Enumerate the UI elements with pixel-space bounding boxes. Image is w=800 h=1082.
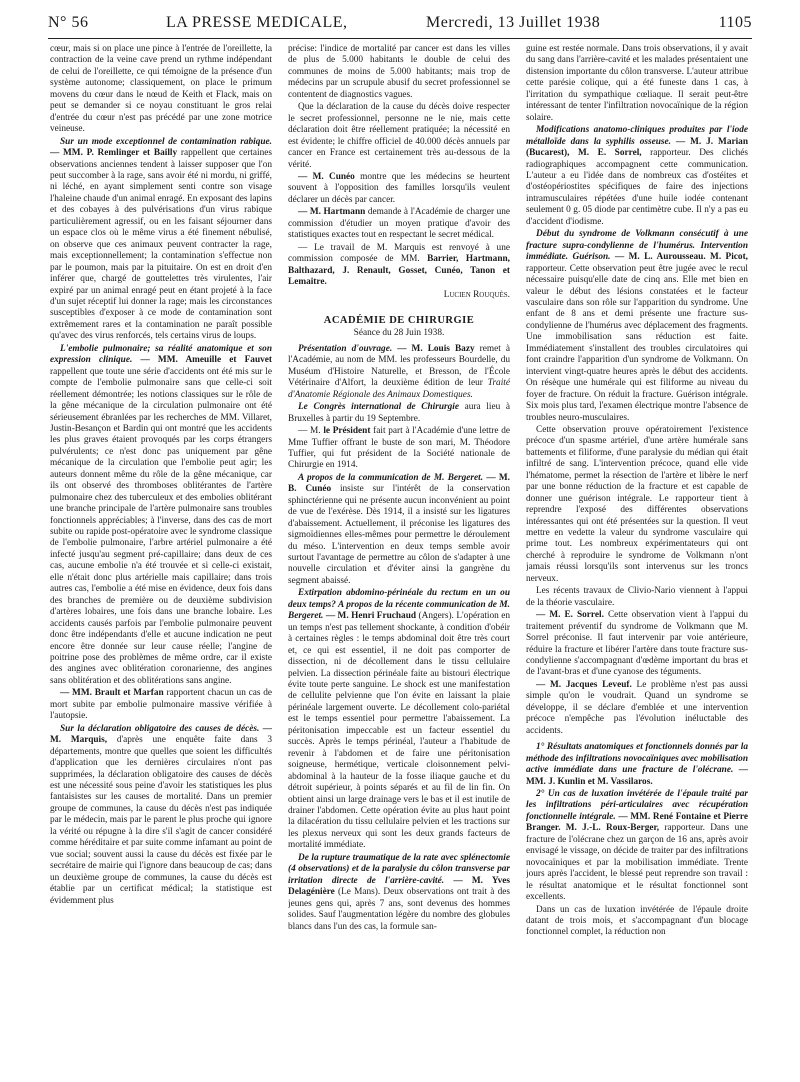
article-authors: — M. Marquis, <box>50 723 272 746</box>
article-modifications <box>526 125 748 228</box>
article-text: montre que les médecins se heurtent souvent à l'opposition des familles lorsqu'ils veulent déclarer un décès par cancer. <box>288 171 510 205</box>
article-text: insiste sur l'intérêt de la conservation sphinctérienne qui ne présente aucun inconvénient au point de vue de l'exérèse. Dès 1914, il a insisté sur les ligatures d'abaissement. Actuellement, il préconise les ligatures des sigmoïdiennes elles-mêmes pour permettre le déroulement du méso. L'intervention en deux temps semble avoir surtout l'avantage de permettre au côlon de s'adapter à une nouvelle circulation et d'éviter ainsi la gangrène du segment abaissé. <box>288 484 510 586</box>
article-text: rapporteur. Des clichés radiographiques accompagnent cette communication. L'auteur a eu l'idée dans de nombreux cas d'ostéites et d'ostéopériostites spécifiques de faire des injections intramusculaires répétées d'une huile iodée contenant seulement 0 g. 05 diode par centimètre cube. Il n'y a pas eu d'accident d'iodisme. <box>526 148 748 227</box>
paragraph <box>50 44 272 136</box>
article-sorrel <box>526 610 748 679</box>
article-title: Début du syndrome de Volkmann consécutif à une fracture supra-condylienne de l'humérus. Intervention immédiate. Guérison. <box>526 229 748 263</box>
article-authors: — MM. P. Remlinger et Bailly <box>50 148 178 159</box>
article-leveuf <box>526 680 748 737</box>
article-authors: — M. Yves Delagénière <box>288 875 510 898</box>
article-congres <box>288 402 510 425</box>
issue-date: Mercredi, 13 Juillet 1938 <box>426 14 601 31</box>
article-text: remet à l'Académie, au nom de MM. les professeurs Bourdelle, du Muséum d'Histoire Naturelle, et Bresson, de l'École Vétérinaire d'Alfort, la deuxième édition de leur <box>288 343 510 389</box>
paragraph-text: Dans un cas de luxation invétérée de l'épaule droite datant de trois mois, et s'accompagnant d'un blocage fonctionnel complet, la réduction non <box>526 904 748 938</box>
paragraph-text: guine est restée normale. Dans trois observations, il y avait du sang dans l'arrière-cavité et les malades présentaient une distension importante du côlon transverse. L'auteur attribue cette parésie colique, qui a été funeste dans 1 cas, à l'irritation du sympathique cœliaque. Il serait peut-être intéressant de tenter l'infiltration novocaïnique de la région solaire. <box>526 44 748 123</box>
article-renvoi <box>288 243 510 289</box>
article-extirpation <box>288 588 510 851</box>
article-title: 2° Un cas de luxation invétérée de l'épaule traité par les infiltrations péri-articulaires avec récupération fonctionnelle intégrale. <box>526 789 748 822</box>
column-left <box>50 44 272 1074</box>
article-authors: — M. E. Sorrel. <box>536 610 604 621</box>
article-text: demande à l'Académie de charger une commission d'étudier un moyen pratique d'avoir des statistiques exactes tout en respectant le secret médical. <box>288 207 510 241</box>
article-text: fait part à l'Académie d'une lettre de Mme Tuffier offrant le buste de son mari, M. Théodore Tuffier, qui fut président de la Société nationale de Chirurgie en 1914. <box>288 426 510 471</box>
article-title: 1° Résultats anatomiques et fonctionnels donnés par la méthode des infiltrations novocaïniques avec mobilisation active immédiate dans une fracture de l'olécrane. <box>526 742 748 776</box>
article-text: — M. <box>298 426 324 437</box>
paragraph-text: Cette observation prouve opératoirement l'existence précoce d'un spasme artériel, d'une artère humérale sans battements et filiforme, d'une paralysie du médian qui était infiltré de sang. L'intervention précoce, quand elle vide l'hématome, permet la résection de l'artère et libère le nerf par une bonne réduction de la fracture et est capable de donner une guérison intégrale. Le rapporteur tient à reprendre l'exposé des différentes observations intéressantes qui ont été présentées sur la question. Il veut mettre en vedette la valeur du syndrome vasculaire qui prime tout. Les nombreux expérimentateurs qui ont cherché à reproduire le syndrome de Volkmann n'ont jamais réussi lorsqu'ils sont intervenus sur les troncs nerveux. <box>526 424 748 584</box>
article-title: Sur la déclaration obligatoire des causes de décès. <box>60 723 260 734</box>
article-title: Le Congrès international de Chirurgie <box>298 402 460 413</box>
article-title: Modifications anatomo-cliniques produites par l'iode métalloïde dans la syphilis osseuse. <box>526 125 748 147</box>
article-text: — Le travail de M. Marquis est renvoyé à une commission composée de MM. <box>288 242 510 265</box>
article-title: De la rupture traumatique de la rate avec splénectomie (4 observations) et de la paralysie du côlon transverse par irritation directe de l'arrière-cavité. <box>288 852 510 886</box>
article-resultats <box>526 742 748 788</box>
session-date: Séance du 28 Juin 1938. <box>353 328 445 339</box>
article-authors: le Président <box>323 426 371 437</box>
paragraph <box>526 425 748 585</box>
article-text: (Le Mans). Deux observations ont trait à des jeunes gens qui, après 7 ans, sont devenus des hommes solides. Sauf l'augmentation légère du nombre des globules blancs dans l'un des cas, la formule san- <box>288 887 510 932</box>
paragraph <box>526 905 748 939</box>
signature: Lucien Rouquès. <box>443 289 510 300</box>
article-bergeret <box>288 473 510 588</box>
article-title: L'embolie pulmonaire; sa réalité anatomique et son expression clinique. <box>50 343 272 366</box>
article-text: rappellent que toute une série d'accidents ont été mis sur le compte de l'embolie pulmonaire sans que celle-ci soit réellement démontrée; les notions classiques sur le rôle de la gêne mécanique de la circulation pulmonaire ont été sérieusement ébranlées par les recherches de MM. Villaret, Justin-Besançon et Bardin qui ont montré que les accidents les plus graves étaient provoqués par les corps étrangers pulvérulents; ce n'est donc pas uniquement par gêne mécanique de la circulation que l'embolie peut agir; les auteurs donnent même du rôle de la gêne mécanique, car ils ont observé des thromboses oblitérantes de l'artère pulmonaire chez des tuberculeux et des embolies oblitérant une branche principale de l'artère pulmonaire sans troubles fonctionnels appréciables; à l'inverse, dans des cas de mort subite ou rapide post-opératoire avec le syndrome classique de l'embolie pulmonaire, l'arbre artériel pulmonaire a été infecté jusqu'au segment pré-capillaire; dans deux de ces cas, aucune embolie n'a été trouvée et si celle-ci existait, elle n'était donc plus artérielle mais capillaire; dans trois autres cas, l'embolie a été mise en évidence, deux fois dans des branches de première ou de deuxième subdivision d'artères lobaires, une fois dans une branche lobaire. Les accidents causés parfois par l'embolie pulmonaire peuvent donc être indépendants d'elle et aucune indication ne peut encore être donnée sur leur cause réelle; l'angine de poitrine pose des problèmes de même ordre, car il existe des angines avec oblitération coronarienne, des angines sans oblitération et des oblitérations sans angine. <box>50 366 272 686</box>
article-authors: — MM. Ameuille et Fauvet <box>132 355 272 366</box>
section-title: ACADÉMIE DE CHIRURGIE <box>323 314 475 326</box>
article-volkmann <box>526 229 748 424</box>
article-declaration <box>50 724 272 907</box>
paragraph <box>526 586 748 609</box>
article-text: Cette observation vient à l'appui du traitement préventif du syndrome de Volkmann que M. Sorrel préconise. Il faut intervenir par voie antérieure, réduire la fracture et libérer l'artère dans toute fracture sus-condylienne s'accompagnant d'œdème important du bras et de l'avant-bras et d'une cyanose des téguments. <box>526 610 748 678</box>
article-text: rapporteur. Cette observation peut être jugée avec le recul nécessaire puisqu'elle date de cinq ans. Elle met bien en valeur le début des lésions constatées et le facteur vasculaire dans son rôle sur l'apparition du syndrome. Une enfant de 8 ans et demi présente une fracture sus-condylienne de l'humérus avec déplacement des fragments. Une immobilisation sans réduction est faite. Immédiatement s'installent des troubles circulatoires qui font craindre l'apparition d'un syndrome de Volkmann. On intervient vingt-quatre heures après le début des accidents. On résèque une humérale qui est filiforme au niveau du foyer de fracture. On réduit la fracture. Guérison intégrale. Six mois plus tard, l'examen électrique montre l'absence de troubles neuro-musculaires. <box>526 263 748 423</box>
article-cuneo <box>288 172 510 206</box>
article-text: rappellent que certaines observations anciennes tendent à laisser supposer que l'on peut succomber à la rage, sans avoir été ni mordu, ni griffé, ni léché, en ayant simplement senti contre son visage l'haleine chaude d'un animal enragé. En exposant des lapins et des cobayes à des pulvérisations d'un virus rabique particulièrement agressif, ou en les faisant séjourner dans un espace clos où le même virus a été finement nébulisé, on observe que ces animaux peuvent contracter la rage, mais exceptionnellement; la contamination s'effectue non par le poumon, mais par la pituitaire. On est en droit d'en inférer que, chargé de gouttelettes très virulentes, l'air expiré par un animal enragé peut en étant projeté à la face d'un sujet réceptif lui donner la rage; mais les circonstances susceptibles d'exposer à ce mode de contamination sont extrêmement rares et la contamination ne paraît possible qu'avec des virus renforcés, tels certains virus de loups. <box>50 148 272 342</box>
article-authors: — MM. René Fontaine et Pierre Branger. M. J.-L. Roux-Berger, <box>526 811 748 834</box>
journal-title: LA PRESSE MEDICALE, <box>166 14 348 31</box>
article-text: aura lieu à Bruxelles à partir du 19 Septembre. <box>288 402 510 424</box>
article-text: d'après une enquête faite dans 3 départements, montre que quelles que soient les difficultés d'application que les dernières circulaires n'ont pas supprimées, la déclaration obligatoire des causes de décès est une nécessité sous peine d'avoir les statistiques les plus fantaisistes sur les causes de mortalité. Dans un premier groupe de communes, la cause du décès n'est pas indiquée par le médecin, mais par le parent le plus proche qui ignore la vérité ou répugne à la dire s'il s'agit de cancer considéré comme héréditaire et par suite comme infamant au point de vue social; souvent aussi la cause du décès est fixée par le secrétaire de mairie qui l'ignore dans beaucoup de cas; dans un deuxième groupe de communes, la cause du décès est établie par un certificat médical; la statistique est évidemment plus <box>50 735 272 906</box>
article-embolie <box>50 344 272 688</box>
article-president <box>288 426 510 472</box>
article-presentation <box>288 344 510 401</box>
paragraph <box>526 44 748 124</box>
article-rate <box>288 853 510 933</box>
paragraph <box>288 44 510 101</box>
article-authors: — MM. Brault et Marfan <box>60 688 164 699</box>
paragraph-text: Que la déclaration de la cause du décès doive respecter le secret professionnel, personne ne le nie, mais cette déclaration doit être réellement pratiquée; la nécessité en est évidente; le chiffre officiel de 40.000 décès annuels par cancer en France est certainement très au-dessous de la vérité. <box>288 102 510 170</box>
article-authors: — M. Hartmann <box>298 207 366 218</box>
column-right <box>526 44 748 1074</box>
article-text: Le problème n'est pas aussi simple qu'on le voudrait. Quand un syndrome se développe, il se déclare d'emblée et une intervention précoce n'empêche pas l'évolution inéluctable des accidents. <box>526 679 748 736</box>
page-number: 1105 <box>718 14 752 31</box>
paragraph <box>288 102 510 171</box>
article-luxation <box>526 789 748 904</box>
article-text: rapportent chacun un cas de mort subite par embolie pulmonaire massive vérifiée à l'autopsie. <box>50 688 272 722</box>
article-hartmann <box>288 207 510 241</box>
issue-number: N° 56 <box>48 14 89 31</box>
article-authors: — M. Jacques Leveuf. <box>536 679 632 690</box>
article-title: Présentation d'ouvrage. <box>298 343 393 354</box>
book-title: Traité d'Anatomie Régionale des Animaux Domestiques. <box>288 378 510 400</box>
article-authors: — M. Cunéo <box>298 171 355 182</box>
commission-names: Barrier, Hartmann, Balthazard, J. Renault, Gosset, Cunéo, Tanon et Lemaitre. <box>288 254 510 288</box>
article-authors: — M. J. Marian (Bucarest), M. E. Sorrel, <box>526 136 748 159</box>
header-rule <box>48 38 752 39</box>
article-text: rapporteur. Dans une fracture de l'olécrane chez un garçon de 16 ans, après avoir envisagé le vissage, on décide de traiter par des infiltrations novocaïniques et par la mobilisation immédiate. Trente jours après l'accident, le blessé peut reprendre son travail : le résultat anatomique et le résultat fonctionnel sont excellents. <box>526 823 748 903</box>
article-title: A propos de la communication de M. Bergeret. <box>298 472 484 483</box>
article-rage <box>50 137 272 343</box>
article-authors: — M. Louis Bazy <box>392 343 475 354</box>
column-middle <box>288 44 510 1074</box>
article-authors: — M. B. Cunéo <box>288 472 510 495</box>
article-authors: — M. Henri Fruchaud <box>323 611 417 622</box>
article-title: Sur un mode exceptionnel de contamination rabique. <box>60 136 272 147</box>
paragraph-text: Les récents travaux de Clivio-Nario viennent à l'appui de la théorie vasculaire. <box>526 586 748 608</box>
article-brault <box>50 688 272 722</box>
article-title: Extirpation abdomino-périnéale du rectum en un ou deux temps? A propos de la récente communication de M. Bergeret. <box>288 588 510 622</box>
paragraph-text: précise: l'indice de mortalité par cancer est dans les villes de plus de 5.000 habitants le double de celui des communes de moins de 5.000 habitants; mais trop de médecins par un scrupule abusif du secret professionnel se contentent de diagnostics vagues. <box>288 44 510 100</box>
paragraph-text: cœur, mais si on place une pince à l'entrée de l'oreillette, la contraction de la veine cave prend un rythme indépendant de celui de l'oreillette, ce qui témoigne de la présence d'un système autonome; classiquement, on place le primum movens du cœur dans le nœud de Keith et Flack, mais on peut se demander si ce noyau constituant le gros relai d'entrée du cœur n'est pas précédé par une zone motrice veineuse. <box>50 44 272 135</box>
article-authors: — MM. J. Kunlin et M. Vassilaros. <box>526 765 748 787</box>
article-text: (Angers). L'opération en un temps n'est pas tellement shockante, à condition d'obéir à certaines règles : le temps abdominal doit être très court et, ce qui est essentiel, il ne doit pas comporter de dissection, ni de décollement dans le tissu cellulaire pelvien. La dissection périnéale faite au bistouri électrique évite toute perte sanguine. Le shock est une manifestation de cellulite pelvienne que l'on évite en laissant la plaie périnéale largement ouverte. Le décollement colo-pariétal est le temps essentiel pour permettre l'abaissement. La péritonisation impeccable est un facteur essentiel du succès. Après le temps périnéal, l'auteur a l'habitude de revenir à l'abdomen et de faire une péritonisation soigneuse, hermétique, verticale cloisonnement pelvi-abdominal à la hauteur de la fosse iliaque gauche et du détroit supérieur, à points séparés et au fil de lin fin. On obtient ainsi un large drainage vers le bas et il est inutile de drainer l'abdomen. Cette opération évite au plus haut point la dilacération du tissu cellulaire pelvien et les tractions sur les plexus nerveux qui sont les deux grands facteurs de mortalité immédiate. <box>288 611 510 851</box>
article-authors: — M. L. Aurousseau. M. Picot, <box>610 252 748 263</box>
page-header <box>48 14 752 36</box>
